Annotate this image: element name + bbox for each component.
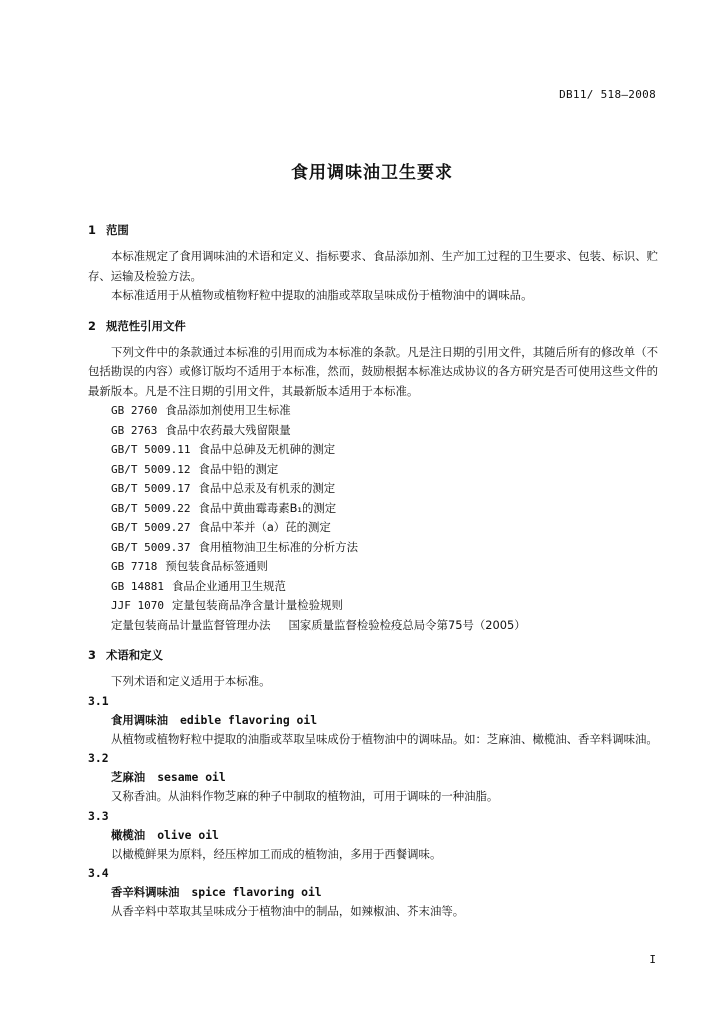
term-definition: 从香辛料中萃取其呈味成分于植物油中的制品，如辣椒油、芥末油等。 xyxy=(111,904,465,918)
reference-code: GB/T 5009.22 xyxy=(111,501,191,515)
term-heading xyxy=(88,883,658,902)
term-en: olive oil xyxy=(157,827,219,842)
reference-code: GB 7718 xyxy=(111,560,158,573)
term-en: spice flavoring oil xyxy=(191,885,322,899)
reference-name: 食品中农药最大残留限量 xyxy=(165,422,291,437)
reference-item xyxy=(88,557,658,577)
page-number: I xyxy=(649,953,656,966)
reference-name: 食用植物油卫生标准的分析方法 xyxy=(198,539,358,554)
term-zh: 香辛料调味油 xyxy=(111,885,180,899)
reference-item xyxy=(88,538,658,558)
standard-code: DB11/ 518—2008 xyxy=(559,88,656,101)
term-zh: 食用调味油 xyxy=(111,712,168,727)
term-zh: 芝麻油 xyxy=(111,770,146,784)
reference-item xyxy=(88,479,658,499)
section-2-heading xyxy=(88,316,658,336)
term-number: 3.4 xyxy=(88,866,109,880)
term-en: edible flavoring oil xyxy=(179,712,318,727)
paragraph: 下列术语和定义适用于本标准。 xyxy=(111,674,271,688)
term-heading xyxy=(88,768,658,787)
term-definition: 以橄榄鲜果为原料，经压榨加工而成的植物油，多用于西餐调味。 xyxy=(111,846,442,861)
reference-name: 食品中总汞及有机汞的测定 xyxy=(198,481,336,495)
paragraph: 本标准规定了食用调味油的术语和定义、指标要求、食品添加剂、生产加工过程的卫生要求、包装、标识、贮存、运输及检验方法。 xyxy=(88,249,658,283)
reference-item xyxy=(88,518,658,538)
reference-name: 国家质量监督检验检疫总局令第75号（2005） xyxy=(288,617,526,632)
section-title: 术语和定义 xyxy=(106,648,163,662)
paragraph: 下列文件中的条款通过本标准的引用而成为本标准的条款。凡是注日期的引用文件，其随后所有的修改单（不包括勘误的内容）或修订版均不适用于本标准，然而，鼓励根据本标准达成协议的各方研究是否可使用这些文件的最新版本。凡是不注日期的引用文件，其最新版本适用于本标准。 xyxy=(88,344,658,398)
section-1-heading xyxy=(88,220,658,240)
reference-code: 定量包装商品计量监督管理办法 xyxy=(111,617,271,632)
section-number: 2 xyxy=(88,318,96,333)
reference-item xyxy=(88,596,658,616)
term-en: sesame oil xyxy=(157,770,226,784)
term-number: 3.2 xyxy=(88,751,109,765)
document-title: 食用调味油卫生要求 xyxy=(291,163,453,183)
reference-name: 食品中总砷及无机砷的测定 xyxy=(198,442,336,456)
section-3-heading xyxy=(88,645,658,665)
reference-code: GB/T 5009.27 xyxy=(111,521,191,534)
term-number: 3.3 xyxy=(88,808,109,823)
section-number: 3 xyxy=(88,648,96,662)
reference-list xyxy=(88,401,658,635)
section-number: 1 xyxy=(88,223,96,237)
reference-name: 食品中黄曲霉毒素B₁的测定 xyxy=(198,500,337,515)
term-heading xyxy=(88,826,658,845)
term-definition: 从植物或植物籽粒中提取的油脂或萃取呈味成份于植物油中的调味品。如：芝麻油、橄榄油、香辛料调味油。 xyxy=(111,731,658,746)
paragraph: 本标准适用于从植物或植物籽粒中提取的油脂或萃取呈味成份于植物油中的调味品。 xyxy=(111,288,533,302)
term-definition: 又称香油。从油料作物芝麻的种子中制取的植物油，可用于调味的一种油脂。 xyxy=(111,789,499,803)
reference-name: 定量包装商品净含量计量检验规则 xyxy=(171,598,343,612)
term-number: 3.1 xyxy=(88,693,109,708)
reference-name: 预包装食品标签通则 xyxy=(165,559,268,573)
reference-item xyxy=(88,460,658,480)
reference-item xyxy=(88,499,658,519)
reference-item xyxy=(88,440,658,460)
reference-code: GB/T 5009.37 xyxy=(111,540,191,554)
reference-code: GB/T 5009.11 xyxy=(111,443,191,456)
reference-code: JJF 1070 xyxy=(111,599,164,612)
reference-name: 食品添加剂使用卫生标准 xyxy=(165,403,291,417)
reference-name: 食品中苯并（a）芘的测定 xyxy=(198,520,331,534)
section-title: 范围 xyxy=(106,223,129,237)
reference-code: GB 2763 xyxy=(111,423,158,437)
term-zh: 橄榄油 xyxy=(111,827,146,842)
document-body xyxy=(88,220,658,922)
reference-item xyxy=(88,577,658,597)
reference-item xyxy=(88,421,658,441)
reference-code: GB/T 5009.17 xyxy=(111,482,191,495)
reference-item xyxy=(88,401,658,421)
reference-code: GB 14881 xyxy=(111,579,164,593)
term-heading xyxy=(88,711,658,730)
reference-name: 食品中铅的测定 xyxy=(198,461,279,476)
section-title: 规范性引用文件 xyxy=(106,318,186,333)
reference-item xyxy=(88,616,658,636)
reference-name: 食品企业通用卫生规范 xyxy=(171,578,286,593)
reference-code: GB 2760 xyxy=(111,404,158,417)
reference-code: GB/T 5009.12 xyxy=(111,462,191,476)
